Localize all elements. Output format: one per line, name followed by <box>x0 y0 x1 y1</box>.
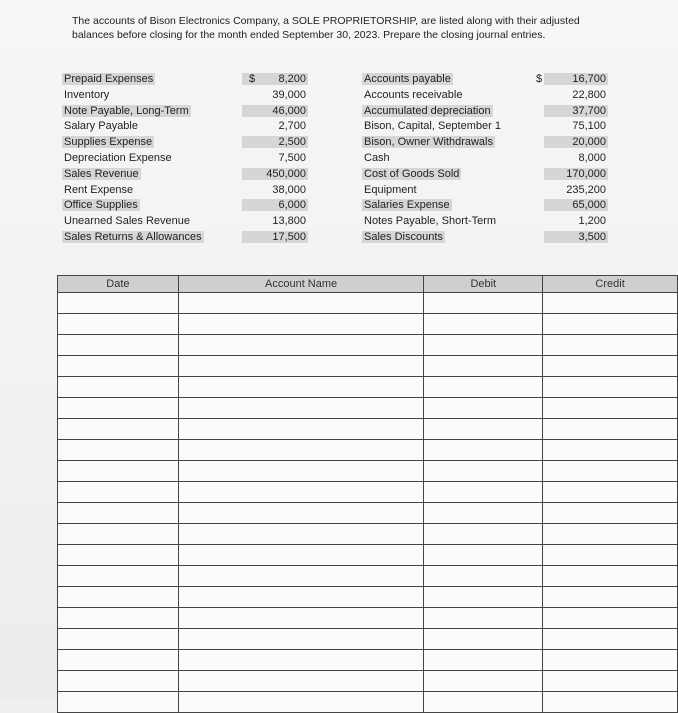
credit-cell[interactable] <box>543 503 678 524</box>
date-cell[interactable] <box>58 314 179 335</box>
debit-cell[interactable] <box>424 587 543 608</box>
account-amount: 39,000 <box>272 88 306 101</box>
account-amount: 13,800 <box>272 215 306 228</box>
credit-cell[interactable] <box>543 419 678 440</box>
account-name-cell[interactable] <box>178 419 424 440</box>
left-accounts-list <box>62 72 312 246</box>
journal-row <box>58 482 678 503</box>
date-cell[interactable] <box>58 629 179 650</box>
account-name: Cost of Goods Sold <box>364 167 460 180</box>
account-name-cell[interactable] <box>178 587 424 608</box>
account-name-cell[interactable] <box>178 461 424 482</box>
account-amount: 38,000 <box>272 183 306 196</box>
date-cell[interactable] <box>58 356 179 377</box>
journal-body <box>58 293 678 713</box>
credit-cell[interactable] <box>543 482 678 503</box>
date-cell[interactable] <box>58 545 179 566</box>
account-name-cell[interactable] <box>178 629 424 650</box>
credit-cell[interactable] <box>543 545 678 566</box>
account-name-cell[interactable] <box>178 293 424 314</box>
credit-cell[interactable] <box>543 587 678 608</box>
account-name-cell[interactable] <box>178 356 424 377</box>
right-currency-symbol: $ <box>536 73 543 85</box>
credit-cell[interactable] <box>543 608 678 629</box>
account-row <box>62 119 312 135</box>
journal-row <box>58 650 678 671</box>
account-amount: 170,000 <box>544 168 608 180</box>
debit-cell[interactable] <box>424 440 543 461</box>
journal-row <box>58 461 678 482</box>
journal-row <box>58 419 678 440</box>
account-name: Supplies Expense <box>64 136 153 149</box>
debit-cell[interactable] <box>424 671 543 692</box>
credit-cell[interactable] <box>543 566 678 587</box>
account-name: Unearned Sales Revenue <box>64 215 190 228</box>
account-row <box>362 198 610 214</box>
journal-row <box>58 671 678 692</box>
credit-cell[interactable] <box>543 293 678 314</box>
account-name: Cash <box>364 151 390 164</box>
journal-row <box>58 440 678 461</box>
debit-cell[interactable] <box>424 692 543 713</box>
account-amount: 46,000 <box>242 105 308 117</box>
date-cell[interactable] <box>58 503 179 524</box>
date-cell[interactable] <box>58 419 179 440</box>
account-row <box>362 135 610 151</box>
journal-row <box>58 566 678 587</box>
journal-row <box>58 398 678 419</box>
credit-cell[interactable] <box>543 671 678 692</box>
account-row <box>62 167 312 183</box>
credit-cell[interactable] <box>543 356 678 377</box>
date-cell[interactable] <box>58 293 179 314</box>
account-row <box>62 72 312 88</box>
journal-row <box>58 608 678 629</box>
journal-row <box>58 545 678 566</box>
account-name: Bison, Owner Withdrawals <box>364 136 493 149</box>
credit-cell[interactable] <box>543 692 678 713</box>
journal-entry-table <box>57 275 678 713</box>
account-name: Sales Revenue <box>64 167 139 180</box>
date-column-header: Date <box>58 276 179 293</box>
account-row <box>362 88 610 104</box>
debit-cell[interactable] <box>424 356 543 377</box>
account-name: Equipment <box>364 183 417 196</box>
journal-row <box>58 587 678 608</box>
date-cell[interactable] <box>58 566 179 587</box>
journal-row <box>58 293 678 314</box>
account-row <box>362 230 610 246</box>
account-name-column-header: Account Name <box>178 276 424 293</box>
account-amount: 75,100 <box>572 120 606 133</box>
date-cell[interactable] <box>58 692 179 713</box>
debit-cell[interactable] <box>424 398 543 419</box>
account-name-cell[interactable] <box>178 650 424 671</box>
account-row <box>362 72 610 88</box>
date-cell[interactable] <box>58 440 179 461</box>
account-row <box>362 104 610 120</box>
debit-cell[interactable] <box>424 650 543 671</box>
account-amount: 450,000 <box>242 168 308 180</box>
date-cell[interactable] <box>58 608 179 629</box>
account-amount: 16,700 <box>544 73 608 85</box>
debit-cell[interactable] <box>424 461 543 482</box>
account-name: Prepaid Expenses <box>64 73 154 85</box>
journal-row <box>58 377 678 398</box>
account-name-cell[interactable] <box>178 314 424 335</box>
account-name: Depreciation Expense <box>64 151 172 164</box>
account-row <box>362 151 610 167</box>
date-cell[interactable] <box>58 335 179 356</box>
debit-cell[interactable] <box>424 293 543 314</box>
debit-cell[interactable] <box>424 503 543 524</box>
account-name-cell[interactable] <box>178 671 424 692</box>
account-amount: 22,800 <box>572 88 606 101</box>
account-row <box>362 183 610 199</box>
account-amount: 6,000 <box>242 199 308 211</box>
account-name-cell[interactable] <box>178 524 424 545</box>
journal-row <box>58 629 678 650</box>
account-name: Note Payable, Long-Term <box>64 104 189 117</box>
account-row <box>362 214 610 230</box>
account-name: Accumulated depreciation <box>364 104 491 117</box>
account-row <box>62 135 312 151</box>
account-name-cell[interactable] <box>178 377 424 398</box>
account-name-cell[interactable] <box>178 608 424 629</box>
credit-cell[interactable] <box>543 650 678 671</box>
journal-header-row <box>58 276 678 293</box>
account-row <box>62 214 312 230</box>
date-cell[interactable] <box>58 671 179 692</box>
date-cell[interactable] <box>58 524 179 545</box>
date-cell[interactable] <box>58 398 179 419</box>
credit-cell[interactable] <box>543 398 678 419</box>
debit-cell[interactable] <box>424 524 543 545</box>
account-name-cell[interactable] <box>178 335 424 356</box>
account-name: Salary Payable <box>64 120 138 133</box>
credit-cell[interactable] <box>543 524 678 545</box>
account-amount: 2,700 <box>278 120 306 133</box>
account-name-cell[interactable] <box>178 566 424 587</box>
account-name: Rent Expense <box>64 183 134 196</box>
credit-cell[interactable] <box>543 377 678 398</box>
debit-column-header: Debit <box>424 276 543 293</box>
date-cell[interactable] <box>58 587 179 608</box>
account-amount: 3,500 <box>544 231 608 243</box>
credit-cell[interactable] <box>543 335 678 356</box>
date-cell[interactable] <box>58 461 179 482</box>
account-name-cell[interactable] <box>178 503 424 524</box>
journal-row <box>58 692 678 713</box>
account-row <box>362 119 610 135</box>
account-name-cell[interactable] <box>178 398 424 419</box>
debit-cell[interactable] <box>424 629 543 650</box>
credit-cell[interactable] <box>543 461 678 482</box>
account-row <box>62 183 312 199</box>
account-row <box>62 104 312 120</box>
date-cell[interactable] <box>58 650 179 671</box>
account-amount: 2,500 <box>242 136 308 148</box>
problem-instructions: The accounts of Bison Electronics Company, a SOLE PROPRIETORSHIP, are listed along with their adjusted balances before closing for the month ended September 30, 2023. Prepare the closing journal entries. <box>72 15 580 41</box>
date-cell[interactable] <box>58 482 179 503</box>
debit-cell[interactable] <box>424 314 543 335</box>
account-name: Office Supplies <box>64 199 138 212</box>
account-row <box>62 198 312 214</box>
credit-cell[interactable] <box>543 314 678 335</box>
account-name: Salaries Expense <box>364 199 450 212</box>
debit-cell[interactable] <box>424 608 543 629</box>
credit-cell[interactable] <box>543 629 678 650</box>
account-amount: 1,200 <box>578 215 606 228</box>
account-row <box>62 151 312 167</box>
journal-row <box>58 524 678 545</box>
debit-cell[interactable] <box>424 377 543 398</box>
account-row <box>62 230 312 246</box>
account-amount: 37,700 <box>544 105 608 117</box>
account-amount: 17,500 <box>242 231 308 243</box>
account-name: Notes Payable, Short-Term <box>364 215 497 228</box>
account-row <box>362 167 610 183</box>
journal-row <box>58 356 678 377</box>
debit-cell[interactable] <box>424 566 543 587</box>
left-currency-symbol: $ <box>249 73 256 85</box>
account-amount: 235,200 <box>566 183 606 196</box>
credit-cell[interactable] <box>543 440 678 461</box>
journal-row <box>58 314 678 335</box>
account-amount: 8,200 <box>242 73 308 85</box>
journal-row <box>58 335 678 356</box>
account-amount: 65,000 <box>544 199 608 211</box>
debit-cell[interactable] <box>424 419 543 440</box>
account-row <box>62 88 312 104</box>
account-name-cell[interactable] <box>178 545 424 566</box>
date-cell[interactable] <box>58 377 179 398</box>
account-amount: 20,000 <box>544 136 608 148</box>
right-accounts-list <box>362 72 610 246</box>
journal-row <box>58 503 678 524</box>
account-name: Bison, Capital, September 1 <box>364 120 501 133</box>
debit-cell[interactable] <box>424 482 543 503</box>
debit-cell[interactable] <box>424 545 543 566</box>
account-name: Sales Discounts <box>364 230 443 243</box>
account-name: Accounts receivable <box>364 88 463 101</box>
credit-column-header: Credit <box>543 276 678 293</box>
account-name: Inventory <box>64 88 110 101</box>
account-amount: 7,500 <box>278 151 306 164</box>
account-name-cell[interactable] <box>178 482 424 503</box>
debit-cell[interactable] <box>424 335 543 356</box>
account-name-cell[interactable] <box>178 692 424 713</box>
account-amount: 8,000 <box>578 151 606 164</box>
account-name-cell[interactable] <box>178 440 424 461</box>
account-name: Accounts payable <box>364 73 451 85</box>
account-name: Sales Returns & Allowances <box>64 230 202 243</box>
